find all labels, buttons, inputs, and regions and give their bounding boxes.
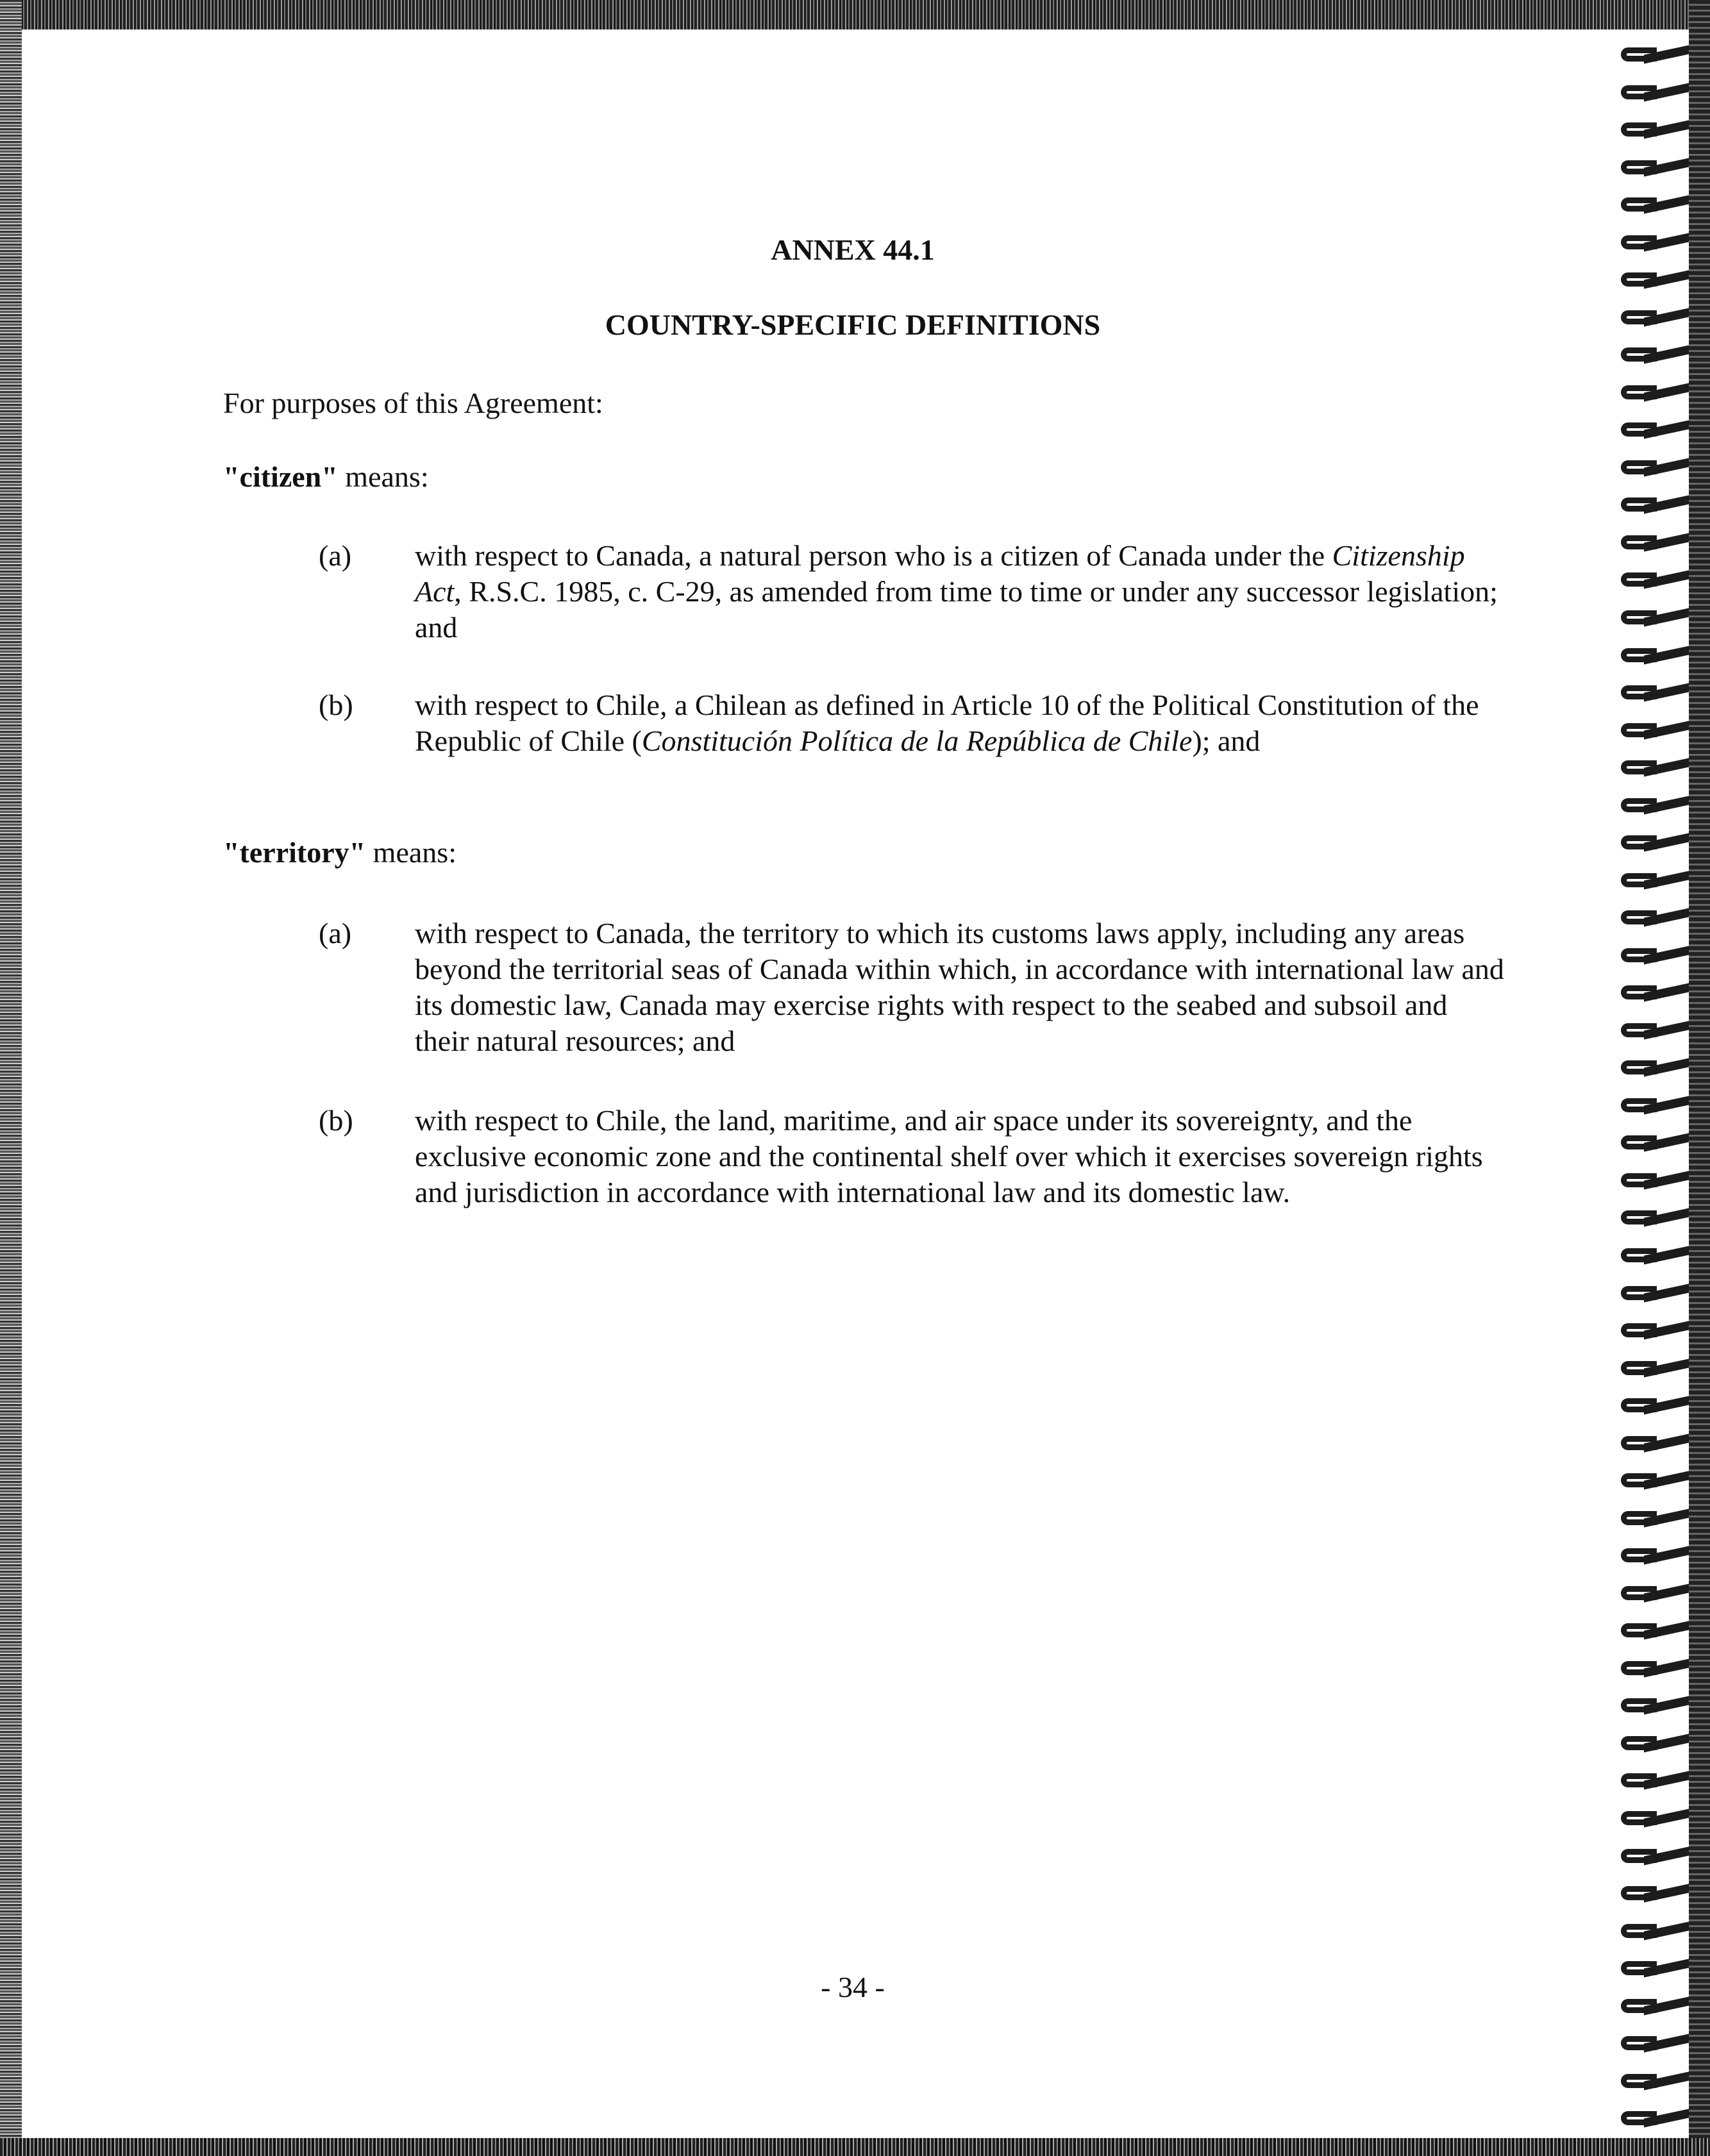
spiral-coil	[1616, 871, 1689, 890]
spiral-coil	[1616, 495, 1689, 514]
scan-edge-right	[1689, 0, 1710, 2156]
spiral-coil	[1616, 1659, 1689, 1678]
spiral-coil	[1616, 1133, 1689, 1152]
spiral-coil	[1616, 1921, 1689, 1941]
spiral-coil	[1616, 1809, 1689, 1828]
item-text: with respect to Canada, the territory to which its customs laws apply, including any areas beyond the territorial seas of Canada within which, in accordance with international law and its domestic law, Canada may exercise rights with respect to the seabed and subsoil and their natural resources; and	[415, 917, 1504, 1057]
spiral-coil	[1616, 233, 1689, 252]
item-text-part: with respect to Canada, a natural person who is a citizen of Canada under the	[415, 539, 1332, 572]
spiral-coil	[1616, 946, 1689, 965]
spiral-coil	[1616, 345, 1689, 364]
spiral-coil	[1616, 1096, 1689, 1115]
spiral-coil	[1616, 646, 1689, 665]
spiral-coil	[1616, 1696, 1689, 1715]
term-citizen: "citizen"	[223, 460, 338, 493]
spiral-coil	[1616, 158, 1689, 177]
spiral-coil	[1616, 1171, 1689, 1190]
spiral-coil	[1616, 608, 1689, 627]
spiral-coil	[1616, 1734, 1689, 1753]
spiral-coil	[1616, 1508, 1689, 1528]
item-text-part: with respect to Chile, a Chilean as defined in Article 10 of the Political Constitution of the Republic of Chile (	[415, 689, 1479, 757]
spiral-coil	[1616, 1584, 1689, 1603]
page-number: - 34 -	[821, 1971, 885, 2003]
section-title: COUNTRY-SPECIFIC DEFINITIONS	[605, 308, 1101, 341]
spiral-coil	[1616, 383, 1689, 402]
item-text	[415, 687, 1505, 759]
spiral-coil	[1616, 420, 1689, 439]
spiral-coil	[1616, 570, 1689, 589]
spiral-coil	[1616, 308, 1689, 327]
definition-territory	[223, 835, 457, 871]
spiral-coil	[1616, 1471, 1689, 1490]
spiral-coil	[1616, 83, 1689, 102]
item-text-part: , R.S.C. 1985, c. C-29, as amended from time to time or under any successor legislation; and	[415, 575, 1498, 644]
spiral-coil	[1616, 195, 1689, 214]
item-label: (b)	[319, 689, 353, 721]
spiral-coil	[1616, 1208, 1689, 1227]
annex-title: ANNEX 44.1	[771, 233, 935, 266]
spiral-coil	[1616, 1058, 1689, 1077]
item-label: (a)	[319, 917, 352, 949]
spiral-coil	[1616, 1546, 1689, 1565]
spiral-coil	[1616, 2071, 1689, 2091]
spiral-coil	[1616, 45, 1689, 64]
spiral-coil	[1616, 120, 1689, 139]
spiral-binding	[1616, 45, 1689, 2128]
spiral-coil	[1616, 458, 1689, 477]
spiral-coil	[1616, 1021, 1689, 1040]
term-territory: "territory"	[223, 836, 366, 869]
spiral-coil	[1616, 1996, 1689, 2016]
item-label: (a)	[319, 539, 352, 572]
intro-text: For purposes of this Agreement:	[223, 387, 603, 419]
spiral-coil	[1616, 1246, 1689, 1265]
means-text: means:	[337, 460, 429, 493]
item-text-part: ); and	[1192, 724, 1261, 757]
scan-edge-top	[0, 0, 1710, 29]
spiral-coil	[1616, 1283, 1689, 1303]
spiral-coil	[1616, 1771, 1689, 1790]
scan-edge-bottom	[0, 2138, 1710, 2156]
spiral-coil	[1616, 2034, 1689, 2053]
spiral-coil	[1616, 1321, 1689, 1340]
spiral-coil	[1616, 1959, 1689, 1978]
item-label: (b)	[319, 1104, 353, 1137]
spiral-coil	[1616, 1846, 1689, 1866]
means-text: means:	[365, 836, 457, 869]
spiral-coil	[1616, 2109, 1689, 2128]
spiral-coil	[1616, 1433, 1689, 1453]
item-text: with respect to Chile, the land, maritime, and air space under its sovereignty, and the exclusive economic zone and the continental shelf over which it exercises sovereign rights and jurisdiction in accordance with international law and its domestic law.	[415, 1104, 1483, 1208]
spiral-coil	[1616, 1396, 1689, 1415]
definition-citizen	[223, 459, 429, 495]
spiral-coil	[1616, 908, 1689, 927]
spiral-coil	[1616, 833, 1689, 852]
spiral-coil	[1616, 1358, 1689, 1378]
spiral-coil	[1616, 1621, 1689, 1640]
spiral-coil	[1616, 533, 1689, 552]
item-text-italic: Constitución Política de la República de Chile	[641, 724, 1193, 757]
spiral-coil	[1616, 683, 1689, 702]
spiral-coil	[1616, 758, 1689, 777]
spiral-coil	[1616, 796, 1689, 815]
scan-edge-left	[0, 0, 22, 2156]
spiral-coil	[1616, 1884, 1689, 1903]
spiral-coil	[1616, 270, 1689, 289]
item-text	[415, 538, 1505, 646]
spiral-coil	[1616, 721, 1689, 740]
item-text-italic: Citizenship Act	[415, 539, 1465, 608]
spiral-coil	[1616, 983, 1689, 1002]
